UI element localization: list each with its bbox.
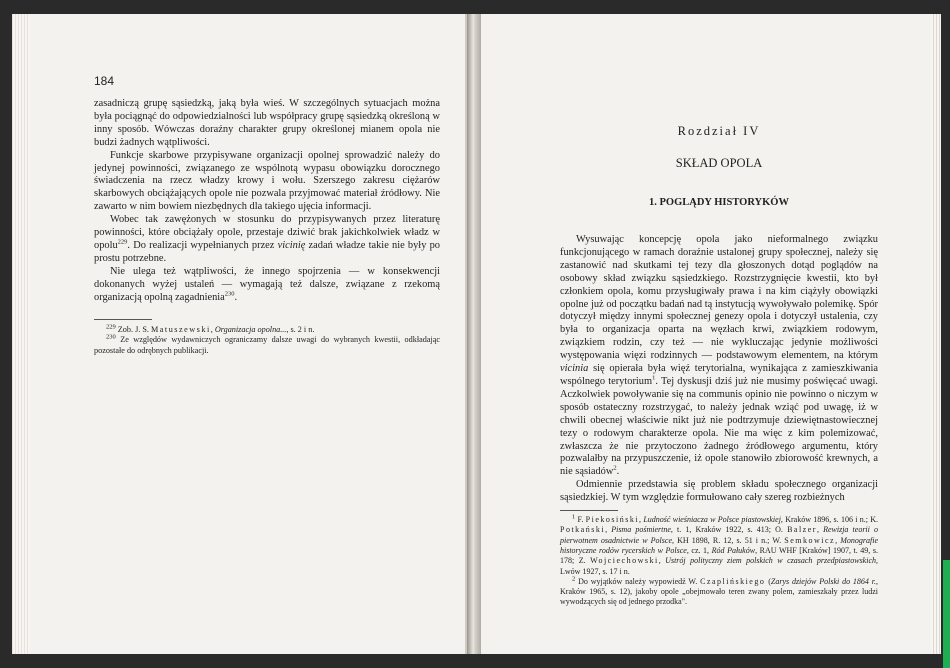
footnote-text: ,	[835, 535, 841, 545]
right-page-body	[560, 124, 878, 608]
paragraph-text: .	[234, 291, 238, 303]
page-number: 184	[94, 74, 115, 88]
footnote-title: Ród Pałuków	[711, 545, 756, 555]
footnote-ref: 229	[117, 238, 128, 246]
paragraph-text: Wobec tak zawężonych w stosunku do przypisywanych przez literaturę powinności, które obciążały opole, przestaje dziwić brak jakichkolwiek władz w opolu	[94, 214, 440, 251]
footnote-divider	[560, 510, 618, 511]
footnote-text: Ze względów wydawniczych ograniczamy dalsze uwagi do wybranych kwestii, odkładając pozostałe do odrębnych publikacji.	[94, 335, 441, 355]
footnote-author: Semkowicz	[784, 535, 836, 545]
paragraph: Funkcje skarbowe przypisywane organizacji opolnej sprowadzić należy do jedynej powinności, związanego ze wspólnotą wypasu obowiązku dorocznego świadczenia na rzecz władzy krowy i wołu. Szerszego zakresu ciężarów skarbowych obciążających opole nie pozwala przyjmować materiał źródłowy. Nie zawarto w nim bowiem niezbędnych dla takiego ujęcia informacji.	[94, 149, 440, 213]
footnote-text: , Kraków 1965, s. 12), jakoby opole „obejmowało teren zwany polem, zamieszkały przez ludzi wywodzących się od jednego przodka".	[560, 576, 878, 607]
footnote-number: 1	[572, 513, 576, 521]
footnote-text: , Kraków 1896, s. 106 i n.; K.	[780, 515, 879, 525]
footnote-author: Wojciechowski	[590, 556, 659, 566]
footnote	[94, 335, 440, 356]
footnote-author: Czaplińskiego	[700, 576, 766, 586]
paragraph-text: się opierała była więź terytorialna, wynikająca z zamieszkiwania wspólnego terytorium	[560, 363, 878, 387]
footnote-text: ,	[816, 525, 824, 535]
italic-term: vicinię	[277, 239, 306, 251]
footnote	[94, 322, 440, 336]
footnote-text: F.	[577, 515, 586, 525]
left-page-body	[94, 98, 440, 356]
italic-term: vicinia	[560, 363, 589, 375]
footnotes	[560, 515, 878, 608]
footnote-text: , cz. 1,	[686, 545, 712, 555]
footnote-text: , KH 1898, R. 12, s. 51 i n.; W.	[672, 535, 785, 545]
paragraph-text: . Do realizacji wypełnianych przez	[127, 239, 278, 251]
footnote-text: , Lwów 1927, s. 17 i n.	[560, 556, 879, 576]
footnote-author: Matuszewski	[151, 324, 211, 334]
paragraph	[94, 214, 440, 266]
footnote-text: ,	[658, 556, 666, 566]
footnote-text: Do wyjątków należy wypowiedź W.	[578, 576, 701, 586]
footnote-ref: 1	[652, 374, 656, 382]
footnote-author: Potkański	[560, 525, 606, 535]
footnote-title: Ustrój polityczny ziem polskich w czasach przedpiastowskich	[665, 556, 877, 566]
footnote-number: 230	[106, 333, 116, 341]
paragraph-text: . Tej dyskusji dziś już nie musimy poświęcać uwagi. Aczkolwiek powoływanie się na communis opinio nie powinno o niczym w sposób ostateczny rozstrzygać, to należy jednak wziąć pod uwagę, iż w chwili obecnej właściwie nikt już nie podtrzymuje dziewiętnastowiecznej tezy o rodowym charakterze opola. Nie ma więc z kim polemizować, zwłaszcza że nie przytoczono żadnego źródłowego argumentu, który pozwalałby na przypuszczenie, iż opole stanowiło zbiorowość krewnych, a nie sąsiadów	[560, 375, 879, 478]
right-text	[560, 234, 878, 505]
footnote-title: Organizacja opolna...	[214, 324, 287, 334]
green-tab-marker	[943, 560, 950, 668]
paragraph: zasadniczą grupę sąsiedzką, jaką była wieś. W szczególnych sytuacjach można była pociągnąć do odpowiedzialności lub współpracy grupę sąsiedzką określoną w inny sposób. Wówczas doraźny charakter grupy określonej mianem opola nie budzi żadnych wątpliwości.	[94, 98, 440, 148]
chapter-label: Rozdział IV	[677, 124, 761, 138]
paragraph-text: .	[616, 466, 620, 478]
footnotes	[94, 322, 441, 357]
footnote-text: ,	[605, 525, 612, 535]
book-gutter	[467, 14, 481, 654]
footnote-number: 229	[106, 322, 116, 330]
paragraph-text: Nie ulega też wątpliwości, że innego spojrzenia — w konsekwencji dokonanych wyżej ustaleń — wymagają też dalsze, związane z rzekomą organizacją opolną zagadnienia	[94, 265, 440, 303]
footnote-text: ,	[639, 515, 644, 525]
footnote-ref: 2	[613, 464, 617, 472]
footnote	[560, 515, 878, 577]
footnote-text: (	[765, 576, 771, 586]
footnote-text: Zob. J. S.	[117, 324, 152, 334]
footnote-title: Monografie historyczne rodów rycerskich w Polsce	[560, 535, 879, 555]
footnote-text: ,	[210, 324, 215, 334]
section-title: 1. POGLĄDY HISTORYKÓW	[649, 197, 789, 208]
left-page	[12, 14, 467, 654]
footnote-text: , RAU WHF [Kraków] 1907, t. 49, s. 178; Z.	[560, 545, 878, 566]
paragraph-text: Wysuwając koncepcję opola jako nieformalnego związku funkcjonującego w ramach doraźnie ustalonej grupy społecznej, należy się zastanowić nad skutkami tej tezy dla głoszonych dotąd poglądów na osobowy skład związku sąsiedzkiego. Rozstrzygnięcie kwestii, kto był członkiem opola, komu przysługiwały prawa i na kim ciążyły obowiązki opolne już od początku badań nad tą instytucją wywoływało polemikę. Spór dotyczył między innymi społecznej genezy opola i dotyczył ustalenia, czy była to organizacja oparta na węzłach krwi, związkiem rodowym, związkiem rodzin, czy też — nie wykluczając jedynie możliwości występowania więzi rodzinnych — podstawowym elementem, na którym	[560, 234, 878, 362]
footnote-title: Rewizja teorii o pierwotnem osadnictwie w Polsce	[560, 525, 879, 545]
footnote-divider	[94, 319, 152, 320]
paragraph-text: zadań władze takie nie były po prostu potrzebne.	[94, 239, 440, 264]
footnote-author: Balzer	[787, 525, 817, 535]
footnote-title: Ludność wieśniacza w Polsce piastowskiej	[643, 515, 781, 525]
footnote-ref: 230	[224, 290, 235, 298]
footnote-title: Pisma pośmiertne	[611, 525, 671, 535]
paragraph: Odmiennie przedstawia się problem składu społecznego organizacji sąsiedzkiej. W tym względzie formułowano cały szereg rozbieżnych	[560, 479, 878, 504]
footnote-author: Piekosiński	[585, 515, 640, 525]
paragraph	[94, 266, 440, 305]
footnote-number: 2	[572, 575, 576, 583]
footnote-text: , t. 1, Kraków 1922, s. 413; O.	[670, 525, 788, 535]
chapter-title: SKŁAD OPOLA	[675, 156, 763, 170]
footnote-title: Zarys dziejów Polski do 1864 r.	[770, 576, 876, 586]
footnote	[560, 577, 878, 608]
paragraph	[560, 234, 878, 479]
footnote-text: , s. 2 i n.	[286, 324, 315, 334]
